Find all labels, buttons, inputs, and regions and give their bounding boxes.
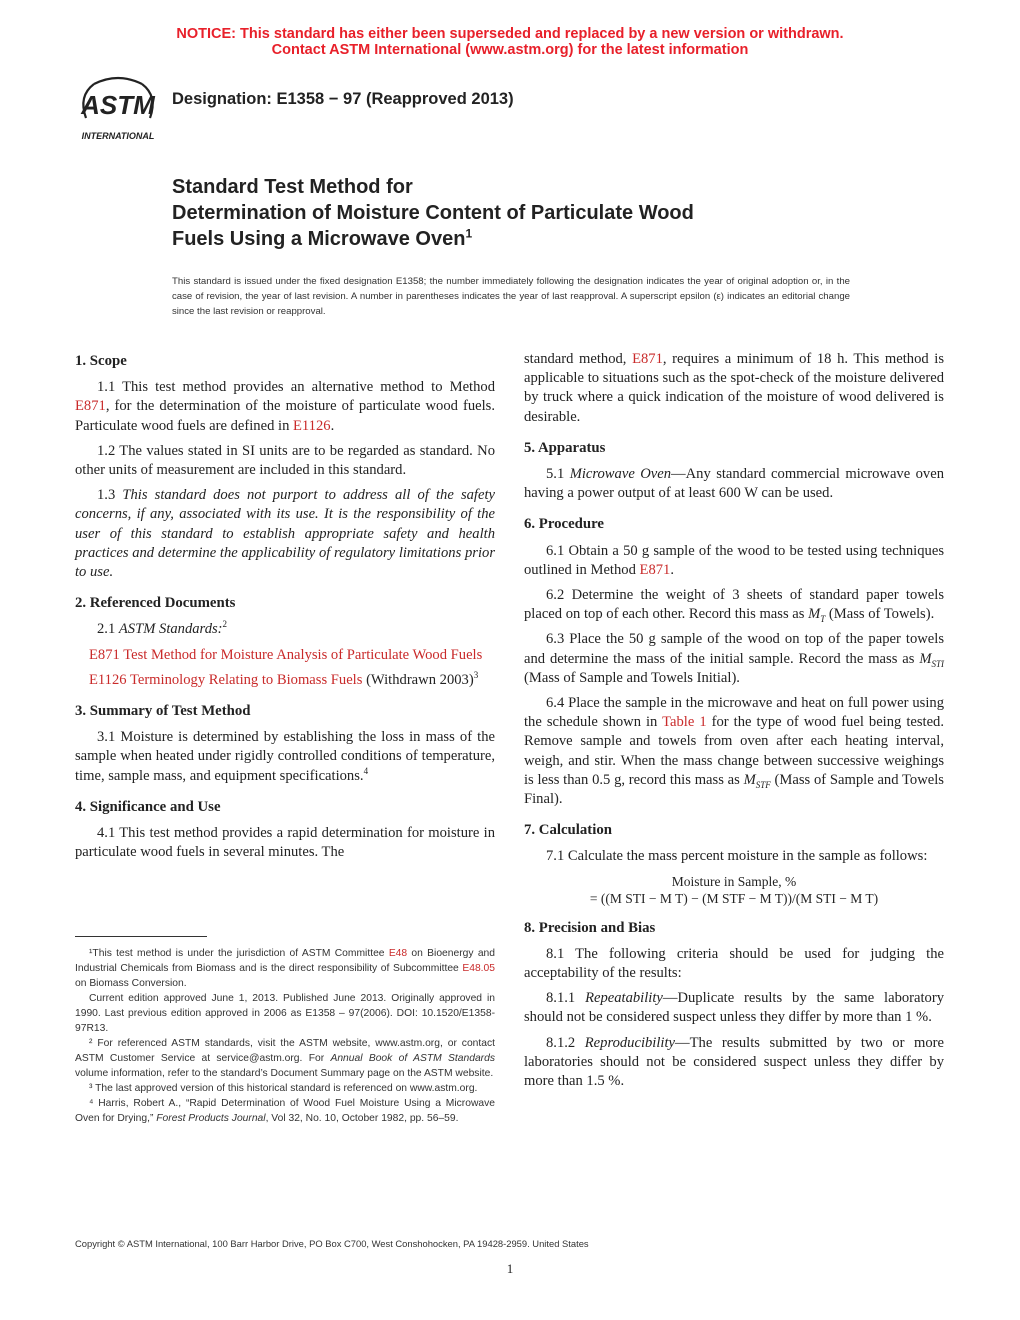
para-3-1: 3.1 Moisture is determined by establishing the loss in mass of the sample when heated under rigidly controlled conditions of temperature, time, sample mass, and equipment specifications.$^4$ — [75, 729, 495, 784]
equation-label: Moisture in Sample, % — [671, 873, 797, 889]
link-e48[interactable]: E48 — [388, 948, 408, 959]
equation-body: = ((M STI − M T) − (M STF − M T))/(M STI − M T) — [589, 890, 879, 906]
left-column — [75, 350, 495, 868]
document-title — [172, 174, 872, 252]
footnote-2: ² For referenced ASTM standards, visit the ASTM website, www.astm.org, or contact ASTM Customer Service at service@astm.org. For Annual Book of ASTM Standards volume information, refer to the standard’s Document Summary page on the ASTM website. — [75, 1038, 495, 1079]
reference-e1126: E1126 Terminology Relating to Biomass Fuels (Withdrawn 2003)$^3$ — [89, 669, 479, 688]
astm-logo — [72, 74, 164, 144]
page-number: 1 — [506, 1261, 514, 1276]
para-7-1: 7.1 Calculate the mass percent moisture in the sample as follows: — [546, 848, 928, 865]
link-ref-e871-title[interactable]: Test Method for Moisture Analysis of Particulate Wood Fuels — [119, 646, 483, 663]
link-e871-b[interactable]: E871 — [632, 351, 663, 367]
notice-line2: Contact ASTM International (www.astm.org) for the latest information — [271, 42, 749, 58]
notice-line1: NOTICE: This standard has either been superseded and replaced by a new version or withdrawn. — [176, 26, 844, 42]
link-ref-e1126-title[interactable]: Terminology Relating to Biomass Fuels — [126, 671, 363, 688]
para-1-2: 1.2 The values stated in SI units are to be regarded as standard. No other units of measurement are included in this standard. — [75, 442, 495, 479]
para-5-1: 5.1 Microwave Oven—Any standard commercial microwave oven having a power output of at least 600 W can be used. — [524, 466, 945, 502]
title-line3: Fuels Using a Microwave Oven — [172, 228, 466, 250]
copyright-line: Copyright © ASTM International, 100 Barr Harbor Drive, PO Box C700, West Conshohocken, PA 19428-2959. United States — [75, 1238, 589, 1249]
logo-subtext: INTERNATIONAL — [81, 131, 155, 141]
section-6-heading: 6. Procedure — [524, 516, 604, 533]
footnote-4: ⁴ Harris, Robert A., “Rapid Determination of Wood Fuel Moisture Using a Microwave Oven for Drying,” Forest Products Journal, Vol 32, No. 10, October 1982, pp. 56–59. — [75, 1098, 495, 1124]
link-table-1[interactable]: Table 1 — [662, 714, 707, 731]
footnote-3: ³ The last approved version of this historical standard is referenced on www.astm.org. — [89, 1083, 478, 1094]
para-2-1: 2.1 ASTM Standards:$^2$ — [97, 619, 228, 638]
para-8-1: 8.1 The following criteria should be used for judging the acceptability of the results: — [524, 945, 944, 982]
para-4-1-start: 4.1 This test method provides a rapid determination for moisture in particulate wood fuels in several minutes. The — [75, 825, 495, 861]
link-e871-c[interactable]: E871 — [639, 561, 671, 578]
para-4-1-cont: standard method, E871, requires a minimum of 18 h. This method is applicable to situations such as the spot-check of the moisture delivered by truck where a quick indication of the moisture of wood delivered is desirable. — [524, 351, 944, 425]
para-6-3: 6.3 Place the 50 g sample of the wood on top of the paper towels and determine the mass of the initial sample. Record the mass as $M_{STI}$ (Mass of Sample and Towels Initial). — [524, 631, 944, 686]
title-footnote-ref[interactable]: 1 — [465, 226, 473, 241]
link-ref-e871[interactable]: E871 — [89, 646, 120, 663]
logo-text: ASTM — [81, 90, 155, 120]
link-e1126[interactable]: E1126 — [293, 417, 331, 434]
footnote-1: ¹This test method is under the jurisdiction of ASTM Committee E48 on Bioenergy and Industrial Chemicals from Biomass and is the direct responsibility of Subcommittee E48.05 on Biomass Conversion. — [75, 948, 495, 989]
section-5-heading: 5. Apparatus — [524, 439, 606, 456]
section-3-heading: 3. Summary of Test Method — [75, 703, 251, 720]
para-6-1: 6.1 Obtain a 50 g sample of the wood to be tested using techniques outlined in Method E871. — [524, 542, 944, 578]
link-e871[interactable]: E871 — [75, 398, 106, 415]
link-ref-e1126[interactable]: E1126 — [89, 671, 127, 688]
notice-banner — [0, 26, 1020, 58]
right-column — [524, 350, 944, 1097]
intro-paragraph: This standard is issued under the fixed designation E1358; the number immediately following the designation indicates the year of original adoption or, in the case of revision, the year of last revision. A number in parentheses indicates the year of last reapproval. A superscript epsilon (ε) indicates an editorial change since the last revision or reapproval. — [172, 276, 850, 317]
footnote-1-edition: Current edition approved June 1, 2013. Published June 2013. Originally approved in 1990. Last previous edition approved in 2006 as E1358 – 97(2006). DOI: 10.1520/E1358-97R13. — [75, 993, 495, 1034]
para-6-2: 6.2 Determine the weight of 3 sheets of standard paper towels placed on top of each other. Record this mass as $M_T$ (Mass of Towels). — [524, 587, 944, 625]
para-1-3: 1.3 This standard does not purport to address all of the safety concerns, if any, associated with its use. It is the responsibility of the user of this standard to establish appropriate safety and health practices and determine the applicability of regulatory limitations prior to use. — [75, 487, 495, 581]
title-line1: Standard Test Method for — [172, 176, 413, 198]
para-1-1: 1.1 This test method provides an alternative method to Method E871, for the determination of the moisture of particulate wood fuels. Particulate wood fuels are defined in E1126. — [75, 379, 495, 434]
reference-e871 — [75, 646, 495, 665]
para-8-1-1: 8.1.1 Repeatability—Duplicate results by the same laboratory should not be considered suspect unless they differ by more than 1 %. — [524, 990, 945, 1026]
para-8-1-2: 8.1.2 Reproducibility—The results submitted by two or more laboratories should not be considered suspect unless they differ by more than 1.5 %. — [524, 1034, 944, 1090]
footnotes — [75, 946, 495, 1126]
section-2-heading: 2. Referenced Documents — [75, 595, 236, 612]
title-line2: Determination of Moisture Content of Particulate Wood — [172, 202, 694, 224]
link-e48-05[interactable]: E48.05 — [462, 963, 495, 974]
section-1-heading: 1. Scope — [75, 353, 127, 369]
moisture-equation — [524, 873, 944, 907]
designation: Designation: E1358 − 97 (Reapproved 2013) — [172, 90, 514, 108]
section-8-heading: 8. Precision and Bias — [524, 919, 656, 936]
footnote-divider — [75, 936, 207, 937]
section-4-heading: 4. Significance and Use — [75, 798, 221, 815]
para-6-4: 6.4 Place the sample in the microwave and heat on full power using the schedule shown in Table 1 for the type of wood fuel being tested. Remove sample and towels from oven after each heating interval, weigh, and stir. When the mass change between successive weighings is less than 0.5 g, record this mass as $M_{STF}$ (Mass of Sample and Towels Final). — [524, 695, 945, 808]
section-7-heading: 7. Calculation — [524, 822, 612, 839]
